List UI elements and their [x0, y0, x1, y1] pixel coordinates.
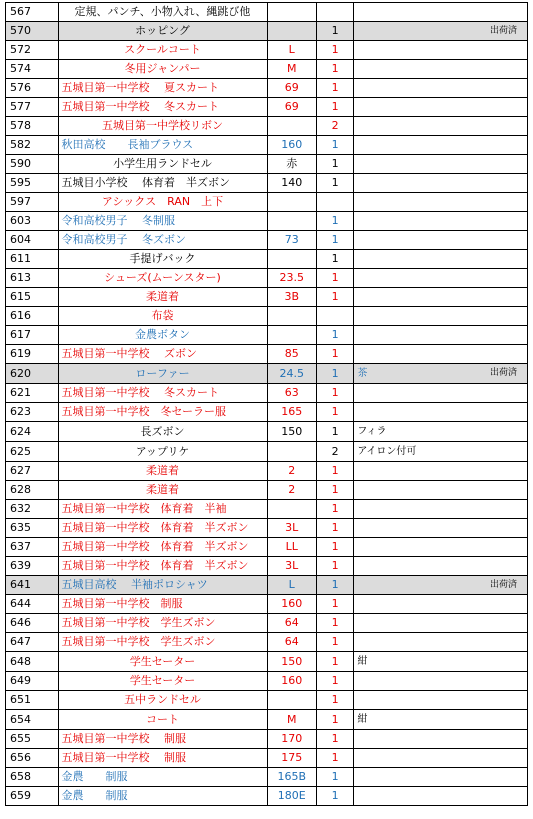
item-quantity-cell: 1 [316, 326, 353, 345]
item-name-cell: 五城目第一中学校 制服 [58, 730, 267, 749]
item-number-cell: 611 [6, 250, 59, 269]
table-row [6, 155, 528, 174]
item-number-cell: 637 [6, 538, 59, 557]
item-size-cell: 64 [267, 614, 316, 633]
table-row [6, 41, 528, 60]
item-note-cell [354, 576, 528, 595]
item-quantity-cell: 2 [316, 117, 353, 136]
item-note-cell [354, 749, 528, 768]
item-number-cell: 619 [6, 345, 59, 364]
item-quantity-cell: 1 [316, 98, 353, 117]
item-quantity-cell: 1 [316, 60, 353, 79]
item-name-cell: コート [58, 710, 267, 730]
table-row [6, 462, 528, 481]
item-size-cell: 24.5 [267, 364, 316, 384]
table-row [6, 307, 528, 326]
table-row [6, 403, 528, 422]
table-row [6, 576, 528, 595]
item-quantity-cell: 1 [316, 749, 353, 768]
table-row [6, 117, 528, 136]
item-note-cell [354, 117, 528, 136]
item-quantity-cell: 1 [316, 787, 353, 806]
item-note-cell [354, 98, 528, 117]
table-row [6, 3, 528, 22]
item-name-cell: 柔道着 [58, 288, 267, 307]
table-row [6, 710, 528, 730]
item-name-cell: 五城目第一中学校 夏スカート [58, 79, 267, 98]
item-note-cell [354, 768, 528, 787]
item-quantity-cell: 1 [316, 691, 353, 710]
item-size-cell [267, 500, 316, 519]
item-note-cell [354, 538, 528, 557]
item-note-cell [354, 41, 528, 60]
item-note: フィラ [357, 426, 387, 437]
item-number-cell: 625 [6, 442, 59, 462]
item-size-cell: 69 [267, 79, 316, 98]
item-name-cell: 五城目第一中学校 制服 [58, 595, 267, 614]
item-name-cell: 五城目第一中学校 冬スカート [58, 384, 267, 403]
item-name-cell: 五城目第一中学校 ズボン [58, 345, 267, 364]
item-size-cell [267, 442, 316, 462]
item-number-cell: 628 [6, 481, 59, 500]
item-quantity-cell: 1 [316, 155, 353, 174]
item-number-cell: 644 [6, 595, 59, 614]
item-size-cell: L [267, 41, 316, 60]
item-name-cell: 五城目第一中学校 体育着 半ズボン [58, 557, 267, 576]
item-name-cell: 五城目第一中学校 制服 [58, 749, 267, 768]
item-note-cell [354, 384, 528, 403]
table-row [6, 326, 528, 345]
item-name-cell: 柔道着 [58, 481, 267, 500]
item-quantity-cell: 1 [316, 595, 353, 614]
item-note-cell [354, 691, 528, 710]
inventory-table [5, 2, 528, 806]
item-quantity-cell: 1 [316, 403, 353, 422]
item-quantity-cell: 1 [316, 250, 353, 269]
item-quantity-cell: 1 [316, 614, 353, 633]
item-quantity-cell: 1 [316, 288, 353, 307]
item-size-cell: 23.5 [267, 269, 316, 288]
item-name-cell: 五中ランドセル [58, 691, 267, 710]
item-name-cell: 秋田高校 長袖ブラウス [58, 136, 267, 155]
item-size-cell: 2 [267, 462, 316, 481]
item-size-cell [267, 691, 316, 710]
item-quantity-cell: 2 [316, 442, 353, 462]
table-row [6, 422, 528, 442]
table-row [6, 749, 528, 768]
item-number-cell: 654 [6, 710, 59, 730]
item-number-cell: 656 [6, 749, 59, 768]
item-note-cell [354, 136, 528, 155]
item-name-cell: ホッピング [58, 22, 267, 41]
item-number-cell: 590 [6, 155, 59, 174]
table-row [6, 98, 528, 117]
item-quantity-cell: 1 [316, 633, 353, 652]
item-note-cell [354, 212, 528, 231]
item-quantity-cell: 1 [316, 576, 353, 595]
table-row [6, 79, 528, 98]
item-number-cell: 655 [6, 730, 59, 749]
item-quantity-cell: 1 [316, 500, 353, 519]
item-quantity-cell: 1 [316, 730, 353, 749]
item-note-cell [354, 462, 528, 481]
table-row [6, 193, 528, 212]
item-number-cell: 616 [6, 307, 59, 326]
item-size-cell: 150 [267, 652, 316, 672]
item-name-cell: 五城目第一中学校 体育着 半ズボン [58, 519, 267, 538]
item-number-cell: 658 [6, 768, 59, 787]
item-name-cell: 長ズボン [58, 422, 267, 442]
item-number-cell: 641 [6, 576, 59, 595]
item-size-cell: 160 [267, 136, 316, 155]
item-note-cell [354, 288, 528, 307]
table-row [6, 633, 528, 652]
item-note-cell [354, 326, 528, 345]
item-size-cell: 150 [267, 422, 316, 442]
item-size-cell: 160 [267, 595, 316, 614]
item-note-cell [354, 557, 528, 576]
item-quantity-cell: 1 [316, 557, 353, 576]
table-row [6, 269, 528, 288]
item-number-cell: 603 [6, 212, 59, 231]
item-quantity-cell: 1 [316, 519, 353, 538]
item-name-cell: 五城目第一中学校 体育着 半袖 [58, 500, 267, 519]
item-quantity-cell: 1 [316, 231, 353, 250]
item-note-cell [354, 730, 528, 749]
item-note-cell [354, 345, 528, 364]
item-size-cell [267, 117, 316, 136]
item-number-cell: 646 [6, 614, 59, 633]
item-quantity-cell: 1 [316, 41, 353, 60]
table-row [6, 231, 528, 250]
item-name-cell: アップリケ [58, 442, 267, 462]
item-name-cell: シューズ(ムーンスター) [58, 269, 267, 288]
table-row [6, 384, 528, 403]
table-row [6, 212, 528, 231]
item-name-cell: 令和高校男子 冬制服 [58, 212, 267, 231]
item-number-cell: 647 [6, 633, 59, 652]
item-note-cell [354, 155, 528, 174]
item-note-cell [354, 595, 528, 614]
item-quantity-cell: 1 [316, 345, 353, 364]
table-row [6, 288, 528, 307]
item-size-cell: 165B [267, 768, 316, 787]
item-size-cell [267, 22, 316, 41]
item-quantity-cell: 1 [316, 422, 353, 442]
item-note-cell [354, 787, 528, 806]
item-name-cell: 金農 制服 [58, 768, 267, 787]
item-name-cell: 小学生用ランドセル [58, 155, 267, 174]
item-number-cell: 576 [6, 79, 59, 98]
item-quantity-cell: 1 [316, 212, 353, 231]
item-name-cell: 学生セーター [58, 672, 267, 691]
item-note-cell [354, 174, 528, 193]
item-size-cell: 140 [267, 174, 316, 193]
item-number-cell: 582 [6, 136, 59, 155]
item-note-cell [354, 79, 528, 98]
table-row [6, 787, 528, 806]
table-row [6, 691, 528, 710]
item-number-cell: 574 [6, 60, 59, 79]
item-size-cell [267, 326, 316, 345]
item-quantity-cell: 1 [316, 481, 353, 500]
item-size-cell: 63 [267, 384, 316, 403]
item-note-cell [354, 307, 528, 326]
inventory-table-body [6, 3, 528, 806]
item-size-cell [267, 250, 316, 269]
item-size-cell: 3L [267, 519, 316, 538]
item-number-cell: 623 [6, 403, 59, 422]
item-note-cell [354, 710, 528, 730]
table-row [6, 768, 528, 787]
item-note-cell [354, 672, 528, 691]
table-row [6, 730, 528, 749]
item-number-cell: 567 [6, 3, 59, 22]
table-row [6, 614, 528, 633]
item-size-cell: 180E [267, 787, 316, 806]
table-row [6, 672, 528, 691]
item-quantity-cell: 1 [316, 364, 353, 384]
shipped-status: 出荷済 [489, 368, 517, 378]
item-name-cell: スクールコート [58, 41, 267, 60]
item-name-cell: 五城目第一中学校 学生ズボン [58, 614, 267, 633]
item-note-cell [354, 614, 528, 633]
item-size-cell: 73 [267, 231, 316, 250]
item-size-cell [267, 307, 316, 326]
item-note-cell [354, 3, 528, 22]
item-size-cell: M [267, 60, 316, 79]
item-name-cell: 金農 制服 [58, 787, 267, 806]
item-name-cell: 五城目第一中学校 学生ズボン [58, 633, 267, 652]
item-size-cell: LL [267, 538, 316, 557]
item-size-cell: 175 [267, 749, 316, 768]
item-number-cell: 615 [6, 288, 59, 307]
item-note-cell [354, 633, 528, 652]
item-size-cell: 3L [267, 557, 316, 576]
table-row [6, 136, 528, 155]
item-number-cell: 621 [6, 384, 59, 403]
table-row [6, 250, 528, 269]
item-note-cell [354, 60, 528, 79]
shipped-status: 出荷済 [489, 26, 517, 36]
item-size-cell: 2 [267, 481, 316, 500]
item-number-cell: 649 [6, 672, 59, 691]
item-name-cell: 学生セーター [58, 652, 267, 672]
item-size-cell [267, 3, 316, 22]
item-note-cell [354, 519, 528, 538]
item-size-cell: 3B [267, 288, 316, 307]
item-quantity-cell: 1 [316, 652, 353, 672]
item-size-cell: 165 [267, 403, 316, 422]
item-quantity-cell: 1 [316, 538, 353, 557]
item-note-cell [354, 652, 528, 672]
table-row [6, 442, 528, 462]
table-row [6, 364, 528, 384]
item-quantity-cell: 1 [316, 174, 353, 193]
item-note: アイロン付可 [357, 446, 417, 457]
item-size-cell: 85 [267, 345, 316, 364]
item-name-cell: 五城目第一中学校リボン [58, 117, 267, 136]
item-size-cell: 69 [267, 98, 316, 117]
table-row [6, 60, 528, 79]
item-note: 紺 [357, 656, 368, 667]
item-note-cell [354, 193, 528, 212]
item-quantity-cell: 1 [316, 22, 353, 41]
item-name-cell: 五城目高校 半袖ポロシャツ [58, 576, 267, 595]
item-size-cell: 64 [267, 633, 316, 652]
item-note-cell [354, 269, 528, 288]
table-row [6, 22, 528, 41]
item-note: 茶 [357, 368, 368, 379]
item-name-cell: 五城目小学校 体育着 半ズボン [58, 174, 267, 193]
item-name-cell: 布袋 [58, 307, 267, 326]
item-name-cell: 五城目第一中学校 冬セーラー服 [58, 403, 267, 422]
item-number-cell: 624 [6, 422, 59, 442]
table-row [6, 519, 528, 538]
item-number-cell: 572 [6, 41, 59, 60]
item-size-cell: M [267, 710, 316, 730]
item-size-cell: 170 [267, 730, 316, 749]
item-number-cell: 595 [6, 174, 59, 193]
table-row [6, 652, 528, 672]
item-name-cell: 冬用ジャンパー [58, 60, 267, 79]
item-number-cell: 639 [6, 557, 59, 576]
item-note-cell [354, 403, 528, 422]
item-name-cell: 五城目第一中学校 冬スカート [58, 98, 267, 117]
item-note-cell [354, 500, 528, 519]
item-note-cell [354, 22, 528, 41]
shipped-status: 出荷済 [489, 580, 517, 590]
item-size-cell [267, 212, 316, 231]
item-quantity-cell: 1 [316, 710, 353, 730]
item-number-cell: 613 [6, 269, 59, 288]
item-quantity-cell: 1 [316, 672, 353, 691]
item-number-cell: 635 [6, 519, 59, 538]
item-quantity-cell [316, 3, 353, 22]
item-note-cell [354, 422, 528, 442]
item-note: 紺 [357, 714, 368, 725]
item-note-cell [354, 364, 528, 384]
table-row [6, 500, 528, 519]
item-size-cell: 赤 [267, 155, 316, 174]
table-row [6, 595, 528, 614]
item-number-cell: 604 [6, 231, 59, 250]
item-size-cell: L [267, 576, 316, 595]
item-number-cell: 651 [6, 691, 59, 710]
table-row [6, 481, 528, 500]
item-quantity-cell: 1 [316, 269, 353, 288]
table-row [6, 538, 528, 557]
item-size-cell [267, 193, 316, 212]
item-note-cell [354, 250, 528, 269]
item-note-cell [354, 231, 528, 250]
item-name-cell: ローファー [58, 364, 267, 384]
item-name-cell: 柔道着 [58, 462, 267, 481]
item-number-cell: 620 [6, 364, 59, 384]
item-quantity-cell: 1 [316, 768, 353, 787]
item-number-cell: 659 [6, 787, 59, 806]
item-number-cell: 627 [6, 462, 59, 481]
item-quantity-cell: 1 [316, 136, 353, 155]
item-quantity-cell [316, 193, 353, 212]
item-number-cell: 617 [6, 326, 59, 345]
item-name-cell: 金農ボタン [58, 326, 267, 345]
item-name-cell: 令和高校男子 冬ズボン [58, 231, 267, 250]
table-row [6, 557, 528, 576]
table-row [6, 345, 528, 364]
item-number-cell: 570 [6, 22, 59, 41]
item-quantity-cell [316, 307, 353, 326]
item-number-cell: 577 [6, 98, 59, 117]
item-quantity-cell: 1 [316, 384, 353, 403]
item-number-cell: 648 [6, 652, 59, 672]
item-note-cell [354, 442, 528, 462]
item-name-cell: 五城目第一中学校 体育着 半ズボン [58, 538, 267, 557]
item-name-cell: 手提げバック [58, 250, 267, 269]
item-note-cell [354, 481, 528, 500]
item-name-cell: アシックス RAN 上下 [58, 193, 267, 212]
item-quantity-cell: 1 [316, 462, 353, 481]
item-number-cell: 632 [6, 500, 59, 519]
item-name-cell: 定規、パンチ、小物入れ、縄跳び他 [58, 3, 267, 22]
table-row [6, 174, 528, 193]
item-number-cell: 578 [6, 117, 59, 136]
item-quantity-cell: 1 [316, 79, 353, 98]
item-number-cell: 597 [6, 193, 59, 212]
item-size-cell: 160 [267, 672, 316, 691]
